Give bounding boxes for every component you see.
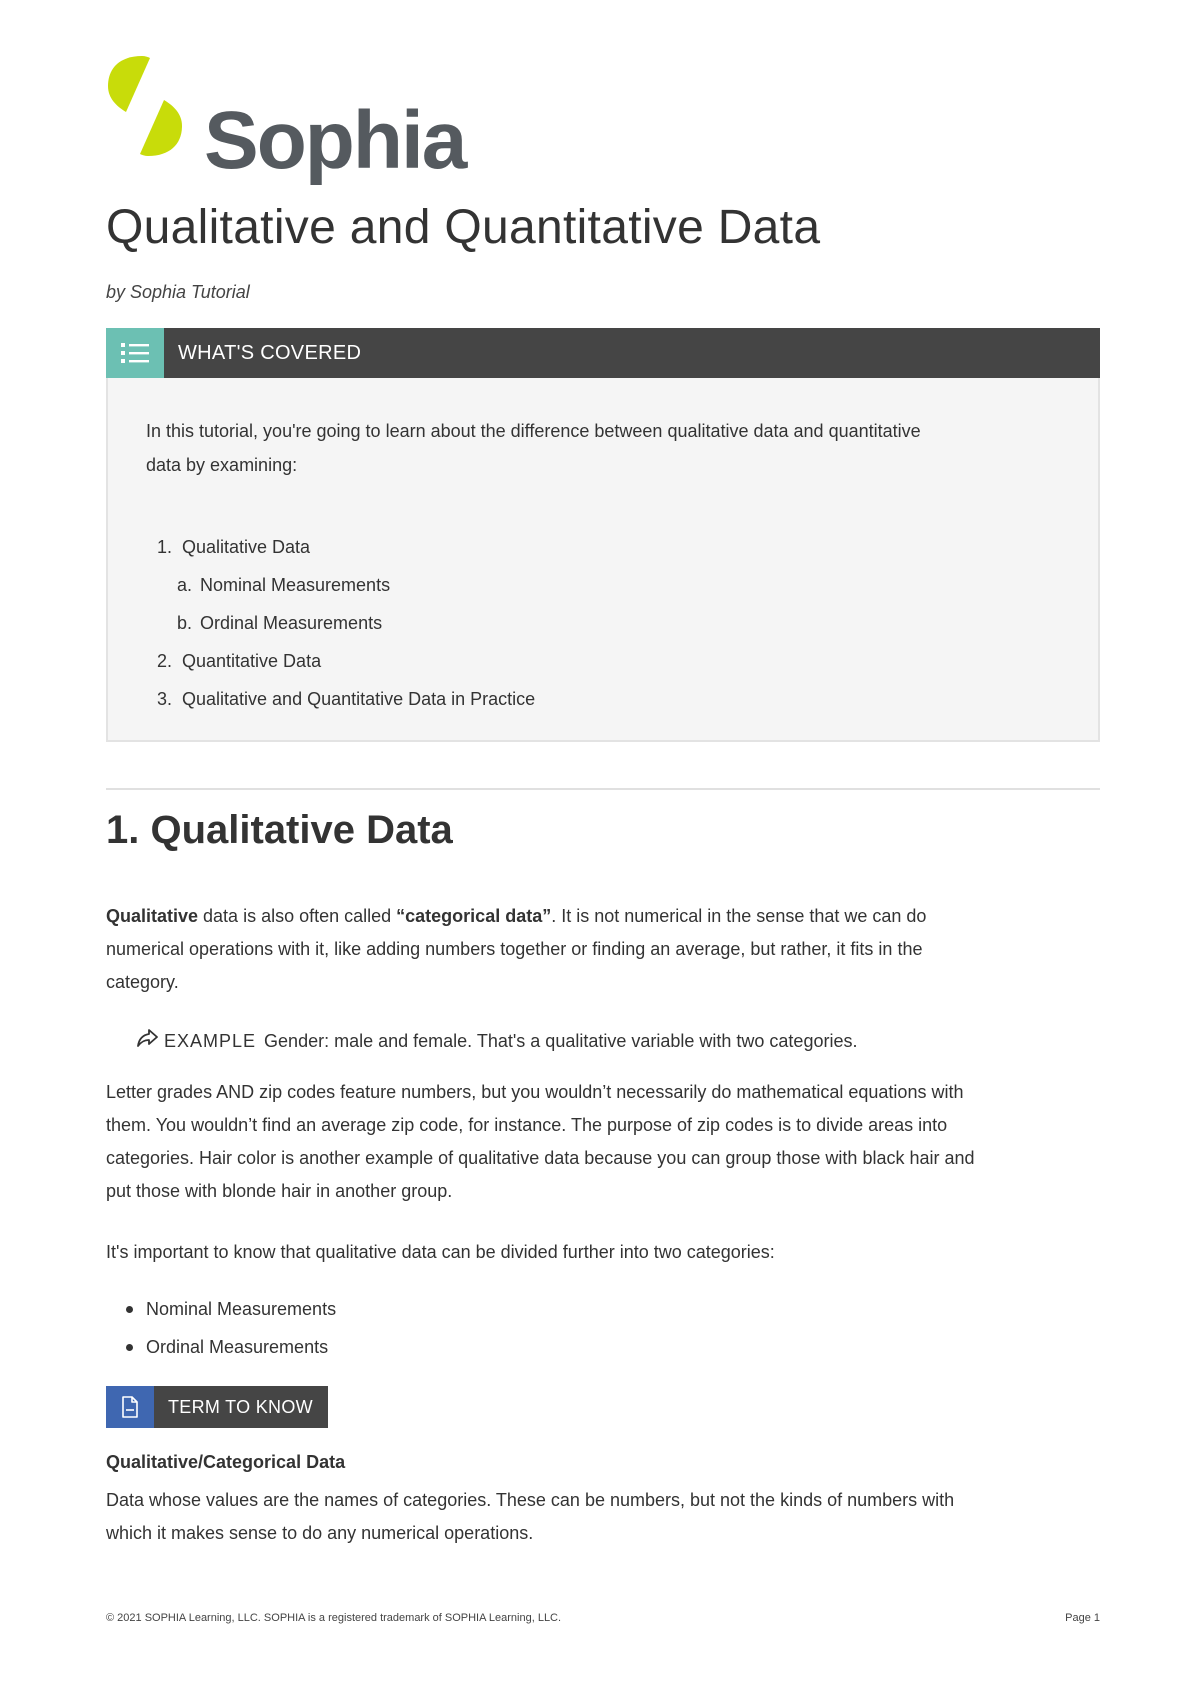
text-span: numerical operations with it, like adding numbers together or finding an average, but rather, it fits in the — [106, 939, 923, 959]
paragraph-categories: It's important to know that qualitative data can be divided further into two categories: — [106, 1242, 775, 1262]
whats-covered-header — [106, 328, 1100, 378]
term-definition — [106, 1484, 1100, 1550]
list-number: b. — [176, 613, 192, 633]
text-span: which it makes sense to do any numerical operations. — [106, 1523, 534, 1543]
measurement-types-list — [106, 1290, 336, 1366]
list-number: 1. — [156, 537, 172, 557]
list-item-label: Quantitative Data — [182, 651, 322, 671]
list-item-label: Qualitative and Quantitative Data in Practice — [182, 689, 536, 709]
text-span: them. You wouldn’t find an average zip code, for instance. The purpose of zip codes is to divide areas into — [106, 1115, 948, 1135]
term-title: Qualitative/Categorical Data — [106, 1452, 346, 1472]
paragraph-definition — [106, 900, 1100, 999]
term-to-know-badge — [106, 1386, 328, 1428]
list-item — [146, 642, 1006, 680]
intro-line-1: In this tutorial, you're going to learn about the difference between qualitative data and quantitative — [146, 421, 921, 441]
document-title: Qualitative and Quantitative Data — [106, 201, 821, 254]
section-heading: 1. Qualitative Data — [106, 808, 453, 852]
section-divider — [106, 788, 1100, 790]
list-icon — [106, 328, 164, 378]
text-span: Data whose values are the names of categories. These can be numbers, but not the kinds of numbers with — [106, 1490, 955, 1510]
list-number: 2. — [156, 651, 172, 671]
example-text: Gender: male and female. That's a qualitative variable with two categories. — [264, 1031, 858, 1051]
sophia-s-logo-icon — [106, 54, 184, 158]
text-span: put those with blonde hair in another group. — [106, 1181, 453, 1201]
list-number: 3. — [156, 689, 172, 709]
sophia-logo — [106, 54, 546, 186]
text-span: categories. Hair color is another example of qualitative data because you can group those with black hair and — [106, 1148, 975, 1168]
whats-covered-box — [106, 328, 1100, 742]
page-number: Page 1 — [1065, 1612, 1100, 1624]
list-number: a. — [176, 575, 192, 595]
list-item-label: Nominal Measurements — [200, 575, 391, 595]
text-span: . It is not numerical in the sense that we can do — [551, 906, 927, 926]
intro-line-2: data by examining: — [146, 455, 298, 475]
list-item-label: Qualitative Data — [182, 537, 311, 557]
text-span: Letter grades AND zip codes feature numbers, but you wouldn’t necessarily do mathematical equations with — [106, 1082, 964, 1102]
bold-term: Qualitative — [106, 906, 199, 926]
covered-topics-list — [146, 528, 1006, 718]
text-span: category. — [106, 972, 179, 992]
list-item: Ordinal Measurements — [106, 1328, 336, 1366]
bold-term: “categorical data” — [396, 906, 552, 926]
page-footer — [106, 1612, 1100, 1624]
list-item — [146, 680, 1006, 718]
document-icon — [106, 1386, 154, 1428]
list-item — [146, 528, 1006, 566]
example-callout — [136, 1026, 857, 1057]
list-item — [146, 566, 1006, 604]
whats-covered-body — [106, 378, 1100, 742]
footer-copyright: © 2021 SOPHIA Learning, LLC. SOPHIA is a registered trademark of SOPHIA Learning, LLC. — [106, 1612, 562, 1624]
term-to-know-label: TERM TO KNOW — [168, 1397, 313, 1417]
whats-covered-title: WHAT'S COVERED — [178, 342, 362, 364]
list-item-label: Ordinal Measurements — [200, 613, 383, 633]
byline: by Sophia Tutorial — [106, 282, 250, 302]
paragraph-examples — [106, 1076, 1100, 1208]
whats-covered-intro — [146, 414, 1046, 482]
list-item — [146, 604, 1006, 642]
list-item: Nominal Measurements — [106, 1290, 336, 1328]
example-label: EXAMPLE — [164, 1031, 257, 1051]
share-arrow-icon — [136, 1027, 158, 1057]
text-span: data is also often called — [198, 906, 397, 926]
brand-name: Sophia — [204, 95, 466, 186]
